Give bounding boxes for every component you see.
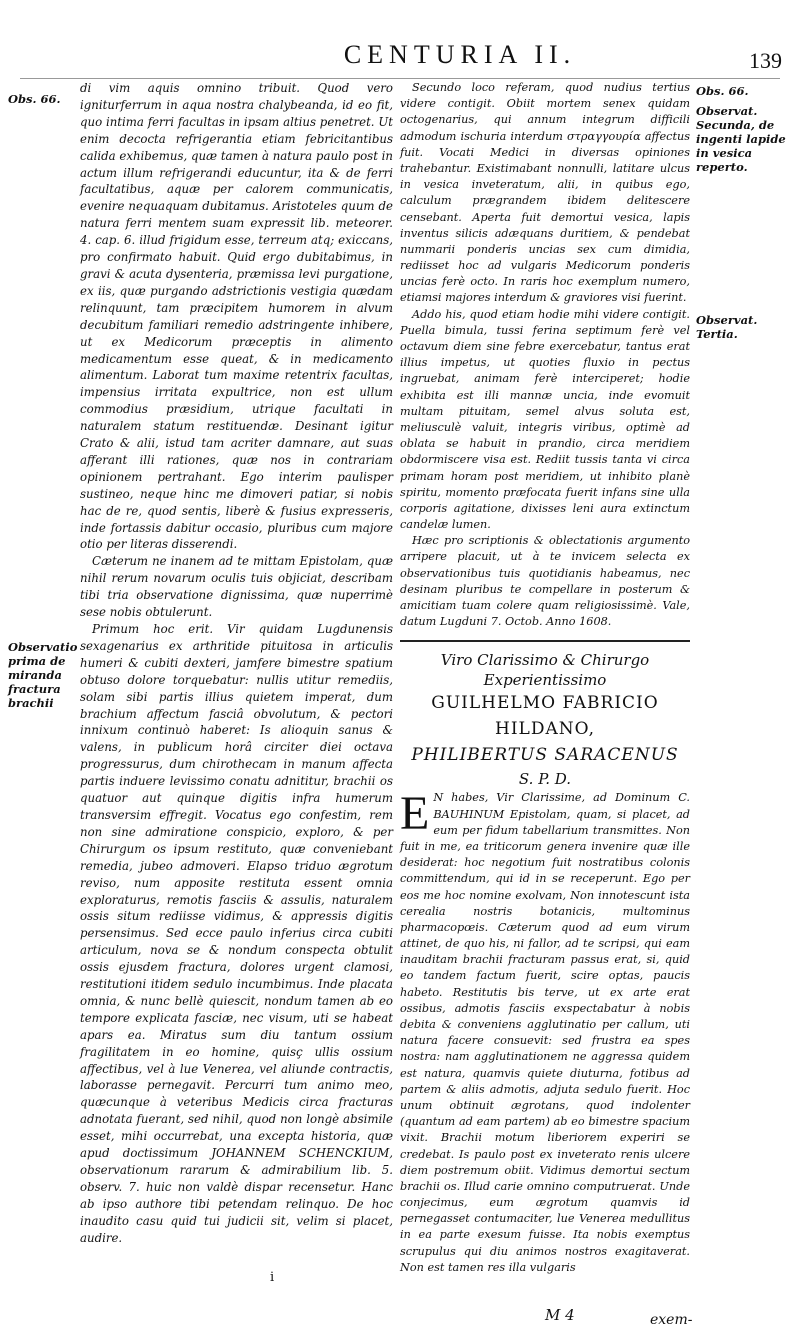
catchword: exem- <box>650 1312 693 1328</box>
running-head: CENTURIA II. <box>343 40 577 69</box>
paragraph: Cæterum ne inanem ad te mittam Epistolam, quæ nihil rerum novarum oculis tuis objiciat, describam tibi tria observatione dignissima, quæ nuperrimè sese nobis obtulerunt. <box>80 554 393 620</box>
letter-body-text: N habes, Vir Clarissime, ad Dominum C. BAUHINUM Epistolam, quam, si placet, ad eum per fidum tabellarium transmittes. Non fuit in me, ea triticorum genera invenire quæ ille desiderat: hoc negotium fuit nostratibus colonis committendum, qui id in se receperunt. Ego per eos me hoc nomine exolvam, Non innotescunt ista cerealia nostris botanicis, multominus pharmacopœis. Cæterum quod ad eum virum attinet, de quo his, ni fallor, ad te scripsi, qui eam inauditam brachii fracturam passus erat, si, quid eo tandem factum fuerit, scire optas, paucis habeto. Restitutis bis terve, ut ex arte erat ossibus, admotis fasciis exspectabatur à nobis debita & conveniens agglutinatio per callum, uti natura facere consuevit: sed frustra ea spes nostra: nam agglutinationem ne aggressa quidem est natura, quamvis quiete diuturna, fotibus ad partem & aliis admotis, adjuta sedulo fuerit. Hoc unum obtinuit ægrotans, quod indolenter (quantum ad eam partem) ab eo bimestre spacium vixit. Brachii motum liberiorem experiri se credebat. Is paulo post ex inveterato renis ulcere diem postremum obiit. Vidimus demortui sectum brachii os. Illud carie omnino computruerat. Unde conjecimus, eum ægrotum quamvis id pernegasset contumaciter, lue Venerea medullitus in ea parte exesum fuisse. Ita nobis exemptus scrupulus qui diu animos nostros exagitaverat. Non est tamen res illa vulgaris <box>400 791 690 1274</box>
letter-salute: S. P. D. <box>518 770 572 789</box>
left-column <box>80 80 393 1247</box>
paragraph: Primum hoc erit. Vir quidam Lugdunensis sexagenarius ex arthritide pituitosa in articulis humeri & cubiti dexteri, jamfere bimestre spatium obtuso dolore torquebatur: nullis utitur remediis, solam sibi partis illius quietem imperat, dum brachium affectum fasciâ obvolutum, & pectori innixum continuò haberet: Is alioquin sanus & valens, in publicum horâ circiter diei octava progressurus, dum chirothecam in manum affecta partis induere levissimo conatu adnititur, brachii os quatuor aut quinque digitis infra humerum transversim effregit. Vocatus ego confestim, rem non sine admiratione conspicio, exploro, & per Chirurgum os ipsum restituto, quæ conveniebant remedia, jubeo admoveri. Elapso triduo ægrotum reviso, num apposite restituta essent omnia exploraturus, remotis fasciis & assulis, naturalem ossis situm rediisse vidimus, & appressis digitis persensimus. Sed ecce paulo inferius circa cubiti articulum, nova se & nondum conspecta obtulit ossis ejusdem fractura, dolores urgent clamosi, restitutioni itidem sedulo incumbimus. Inde placata omnia, & nunc bellè quiescit, nondum tamen ab eo tempore explicata fasciæ, nec visum, uti se habeat apars ea. Miratus sum diu tantum ossium fragilitatem in eo homine, quisç ullis ossium affectibus, vel à lue Venerea, vel aliunde contractis, laborasse pernegavit. Percurri tum animo meo, quæcunque à veteribus Medicis circa fracturas adnotata fuerant, sed nihil, quod non longè absimile esset, mihi occurrebat, una excepta historia, quæ apud doctissimum JOHANNEM SCHENCKIUM, observationum rararum & admirabilium lib. 5. observ. 7. huic non valdè dispar recensetur. Hanc ab ipso authore tibi petendam relinquo. De hoc inaudito casu quid tui judicii sit, velim si placet, audire. <box>80 622 393 1245</box>
right-column <box>400 80 690 1276</box>
margin-note-prima: Observatio prima de miranda fractura brachii <box>8 640 78 710</box>
margin-note-obs66-left: Obs. 66. <box>8 92 61 106</box>
margin-note-tertia: Observat. Tertia. <box>696 313 758 341</box>
margin-note-secunda: Observat. Secunda, de ingenti lapide in vesica reperto. <box>696 104 786 174</box>
header-rule <box>20 78 780 79</box>
paragraph: Hæc pro scriptionis & oblectationis argumento arripere placuit, ut à te invicem selecta ex observationibus tuis quotidianis habeamus, nec desinam pluribus te compellare in posterum & amicitiam tuam colere quam religiosissimè. Vale, datum Lugduni 7. Octob. Anno 1608. <box>400 534 690 629</box>
letter-dedication: Viro Clarissimo & Chirurgo Experientissimo <box>440 651 650 690</box>
letter-body <box>400 787 690 1276</box>
letter-sender: PHILIBERTUS SARACENUS <box>411 745 679 766</box>
footer-mark: i <box>270 1270 275 1285</box>
margin-note-obs66-right: Obs. 66. <box>696 84 749 98</box>
paragraph: di vim aquis omnino tribuit. Quod vero igniturferrum in aqua nostra chalybeanda, id eo fit, quo intima ferri facultas in ipsam altius penetret. Ut enim decocta refrigerantia etiam febricitantibus calida exhibemus, quæ tamen à natura paulo post in actum illum refrigerandi educuntur, ita & de ferri facultatibus, aquæ per calorem communicatis, evenire nequaquam dubitamus. Aristoteles quum de natura ferri mentem suam expressit lib. meteorer. 4. cap. 6. illud frigidum esse, terreum atq; exiccans, pro confirmato habuit. Quid ergo dubitabimus, in gravi & acuta dysenteria, præmissa levi purgatione, ex iis, quæ purgando adstrictionis vestigia quædam relinquunt, tam præcipitem humorem in alvum decubitum familiari remedio adstringente inhibere, ut ex Medicorum præceptis in alimento medicamentum esse queat, & in medicamento alimentum. Laborat tum maxime retentrix facultas, impensius irritata expultrice, non est ullum commodius præsidium, utrique facultati in naturalem statum restituendæ. Desinant igitur Crato & alii, istud tam acriter damnare, aut suas afferant illi rationes, quæ nos in contrariam opinionem pertrahant. Ego interim paulisper sustineo, neque hinc me dimoveri patiar, si nobis hac de re, quod sentis, liberè & fusius expresseris, inde fortassis dabitur occasio, pluribus cum majore otio per literas disserendi. <box>80 81 393 552</box>
paragraph: Secundo loco referam, quod nudius tertius videre contigit. Obiit mortem senex quidam octogenarius, qui annum integrum difficili admodum ischuria interdum στραγγουρία affectus fuit. Vocati Medici in diversas opiniones trahebantur. Existimabant nonnulli, latitare ulcus in vesica inveteratum, alii, in quibus ego, calculum prægrandem ibidem delitescere censebant. Aperta fuit demortui vesica, lapis inventus silicis adæquans duritiem, & pendebat nummarii ponderis uncias sex cum dimidia, rediisset hoc ad vulgaris Medicorum ponderis uncias ferè octo. In raris hoc exemplum numero, etiamsi majores interdum & graviores visi fuerint. <box>400 81 690 305</box>
section-rule <box>400 640 690 642</box>
signature-mark: M 4 <box>545 1306 575 1324</box>
page-number: 139 <box>749 48 782 73</box>
letter-recipient: GUILHELMO FABRICIO HILDANO, <box>431 693 659 740</box>
drop-cap: E <box>400 787 430 841</box>
paragraph: Addo his, quod etiam hodie mihi videre contigit. Puella bimula, tussi ferina septimum ferè vel octavum diem sine febre exercebatur, tantus erat illius impetus, ut quoties fluxio in pectus ingruebat, animam ferè interciperet; hodie exhibita est illi mannæ uncia, inde evomuit multam pituitam, semel alvus soluta est, meliusculè valuit, integris viribus, optimè ad oblata se habuit in prandio, circa meridiem obdormiscere visa est. Rediit tussis tanta vi circa primam horam post meridiem, ut inhibito planè spiritu, momento præfocata fuerit infans sine ulla corporis agitatione, dixisses leni aura extinctum candelæ lumen. <box>400 307 690 532</box>
